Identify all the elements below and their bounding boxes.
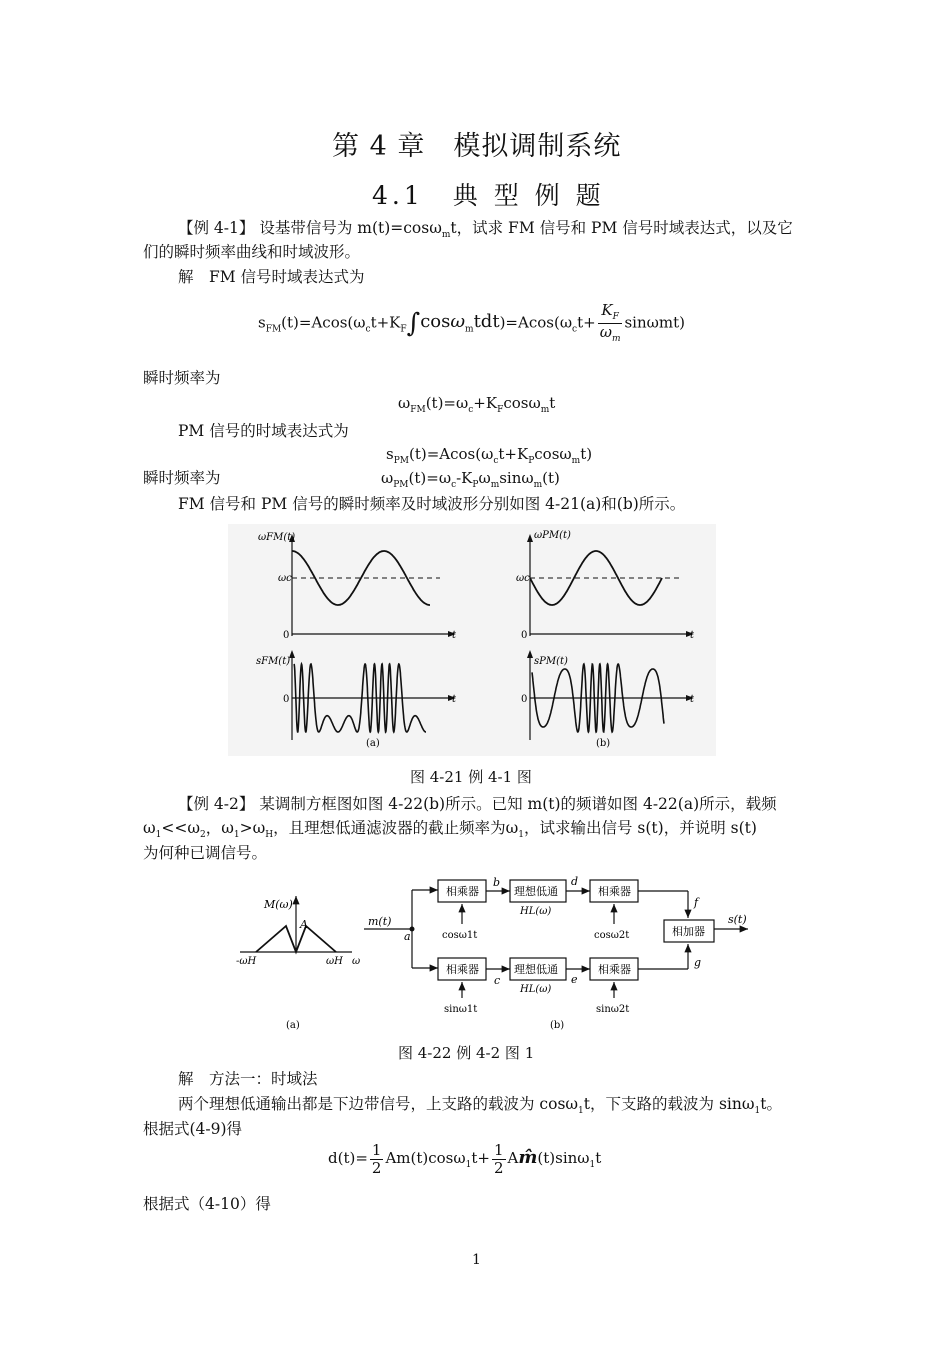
fig422-mult-3: 相乘器	[446, 963, 479, 976]
fig422-a-left: -ωH	[236, 956, 257, 967]
fig421-b-wc-label: ωc	[516, 573, 530, 584]
fig422-a-spectrum	[236, 896, 360, 1031]
eq-sfm: $s_{FM}(t)=Acos(\omega_ct+K_F\int\cos\omega_mtdt)=Acos(\omega_ct+$ $\frac{K_F}{\omega_m}$ sinωmt)	[258, 301, 685, 344]
fig422-b-subcaption: (b)	[550, 1020, 565, 1031]
fig421-a-t2: t	[452, 694, 457, 705]
fig422-f-node: f	[694, 896, 699, 909]
fig421-a-wfm-label: ωFM(t)	[258, 532, 296, 543]
eq-wpm: $\omega_{PM}(t)=\omega_c-K_P\omega_m\sin\omega_m(t)$	[381, 469, 560, 490]
ex2-solution-line2: 根据式(4-9)得	[143, 1120, 243, 1138]
fig422-mult-1: 相乘器	[446, 885, 479, 898]
ex1-solution-intro: 解 FM 信号时域表达式为	[178, 268, 365, 286]
pm-intro: PM 信号的时域表达式为	[178, 422, 349, 440]
fig422-a-amp: A	[300, 918, 308, 931]
inst-freq-label-2: 瞬时频率为	[143, 469, 221, 487]
figure-4-21	[228, 524, 716, 756]
fig421-a-sfm-label: sFM(t)	[256, 656, 291, 667]
ex2-line3: 为何种已调信号。	[143, 844, 268, 862]
fig422-e-node: e	[571, 973, 578, 986]
fig421-b-zero2: 0	[521, 694, 528, 705]
section-title: 4.1 典 型 例 题	[372, 181, 605, 210]
fig422-hl-1: HL(ω)	[520, 906, 552, 917]
chapter-title: 第 4 章 模拟调制系统	[332, 131, 622, 162]
ex1-line1: 【例 4-1】 设基带信号为 m(t)=cosω$_m$t，试求 FM 信号和 PM 信号时域表达式，以及它	[178, 219, 793, 241]
figure-4-22	[228, 868, 768, 1036]
fig421-a-subcaption: (a)	[366, 738, 380, 749]
page-number: 1	[472, 1252, 481, 1268]
fig422-cos2: cosω2t	[594, 930, 630, 941]
fig422-lpf-1: 理想低通	[514, 885, 558, 898]
fig422-a-title: M(ω)	[264, 898, 293, 911]
ex2-line2: $\omega_1<<\omega_2$，$\omega_1>\omega_H$，且理想低通滤波器的截止频率为$\omega_1$，试求输出信号 s(t)，并说明 s(t)	[143, 819, 757, 841]
fig422-sin1: sinω1t	[444, 1004, 478, 1015]
ex2-solution-line1: 两个理想低通输出都是下边带信号，上支路的载波为 cosω$_1$t，下支路的载波为 sinω$_1$t。	[178, 1095, 782, 1117]
ex2-solution-method: 解 方法一：时域法	[178, 1070, 318, 1088]
eq-dt: d(t)= $\frac{1}{2}$ Am(t)cosω$_1$t+ $\frac{1}{2}$ Am̂(t)sinω$_1$t	[328, 1141, 602, 1177]
fig421-caption: 图 4-21 例 4-1 图	[410, 768, 532, 786]
fig422-a-right: ωH	[326, 956, 343, 967]
fig421-b-t: t	[690, 630, 695, 641]
fig422-a-node: a	[404, 930, 411, 943]
fig422-caption: 图 4-22 例 4-2 图 1	[398, 1044, 535, 1062]
fig422-g-node: g	[694, 956, 702, 969]
fig422-sin2: sinω2t	[596, 1004, 630, 1015]
fig422-b-block-diagram	[364, 875, 748, 1031]
eq-spm: $s_{PM}(t)=Acos(\omega_ct+K_P\cos\omega_mt)$	[386, 445, 593, 466]
fig422-adder: 相加器	[672, 925, 705, 938]
fig421-b-t2: t	[690, 694, 695, 705]
ex2-line1: 【例 4-2】 某调制方框图如图 4-22(b)所示。已知 m(t)的频谱如图 4-22(a)所示，载频	[178, 795, 777, 813]
ex1-line2: 们的瞬时频率曲线和时域波形。	[143, 243, 361, 261]
eq-wfm: $\omega_{FM}(t)=\omega_c+K_F\cos\omega_mt$	[398, 394, 556, 415]
fig422-mult-2: 相乘器	[598, 885, 631, 898]
ex2-solution-line3: 根据式（4-10）得	[143, 1195, 271, 1213]
fig421-a-zero2: 0	[283, 694, 290, 705]
fig421-b-spm-label: sPM(t)	[534, 656, 568, 667]
fig422-lpf-2: 理想低通	[514, 963, 558, 976]
fig422-mt: m(t)	[368, 915, 392, 928]
fig421-a-t: t	[452, 630, 457, 641]
fig422-b-node: b	[493, 876, 501, 889]
fig421-a-wc-label: ωc	[278, 573, 292, 584]
fig422-c-node: c	[494, 974, 501, 987]
fig422-mult-4: 相乘器	[598, 963, 631, 976]
fig421-reference: FM 信号和 PM 信号的瞬时频率及时域波形分别如图 4-21(a)和(b)所示。	[178, 495, 686, 513]
fig421-a-zero: 0	[283, 630, 290, 641]
fig422-st: s(t)	[728, 913, 747, 926]
fig421-b-subcaption: (b)	[596, 738, 611, 749]
fig422-a-axis: ω	[352, 956, 361, 967]
fig422-cos1: cosω1t	[442, 930, 478, 941]
inst-freq-label-1: 瞬时频率为	[143, 369, 221, 387]
fig422-a-subcaption: (a)	[286, 1020, 300, 1031]
fig422-hl-2: HL(ω)	[520, 984, 552, 995]
fig421-b-wpm-label: ωPM(t)	[534, 530, 571, 541]
fig421-b-zero: 0	[521, 630, 528, 641]
fig422-d-node: d	[571, 875, 579, 888]
